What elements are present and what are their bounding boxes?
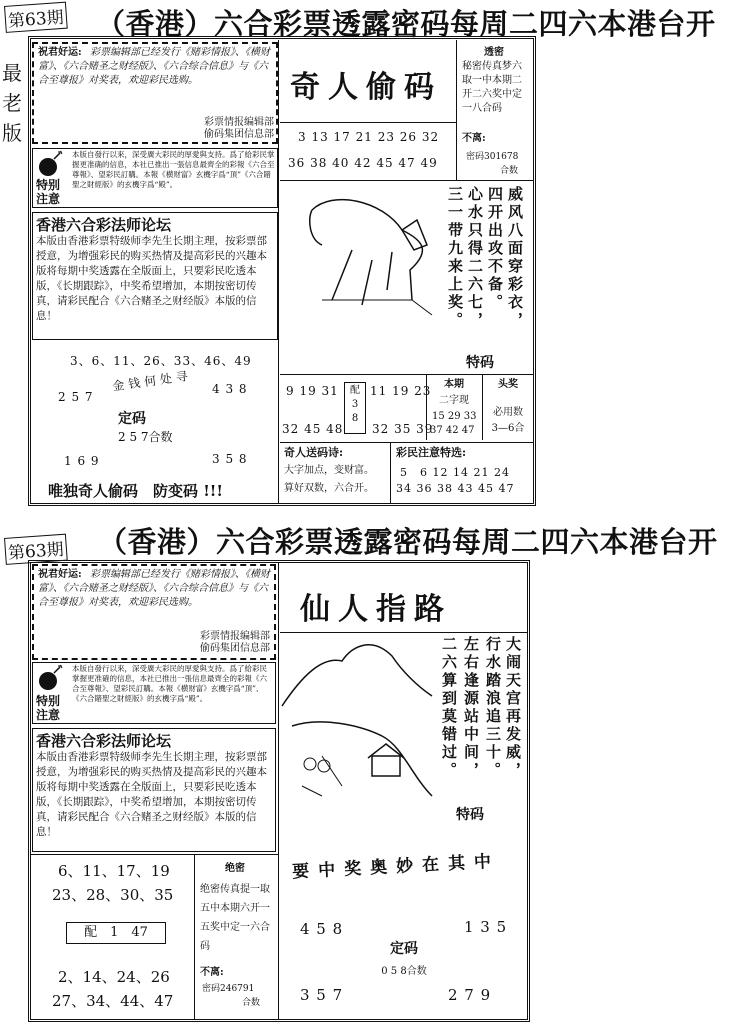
secret-text: 秘密传真梦六取一中本期二开二六奖中定一八合码: [462, 61, 522, 114]
forum-title-b: 香港六合彩法师论坛: [36, 732, 172, 750]
notice-label-b: 特别注意: [36, 694, 61, 722]
dingma-top-numbers: 3、6、11、26、33、46、49: [70, 354, 252, 368]
greeting-text: 彩票编辑部已经发行《赌彩情报》、《横财富》、《六合赌圣之财经版》、《六合综合信息》与《六合至尊报》对奖表，欢迎彩民选购。: [38, 47, 270, 86]
heshu-label: 合数: [500, 166, 519, 176]
banner-bottom: （香港）六合彩票透露密码每周二四六本港台开: [98, 525, 718, 559]
choice-title: 彩民注意特选:: [396, 446, 467, 459]
jm-title: 绝密: [225, 863, 245, 874]
benqi-nums-1: 15 29 33: [432, 411, 477, 422]
diamond-left-top: 4 5 8: [300, 920, 344, 938]
buli-label: 不离:: [462, 133, 486, 144]
poem-b-col-4: 二六算到莫错过。: [440, 636, 458, 780]
greeting-title: 祝君好运:: [38, 47, 82, 58]
poem2-line-1: 大字加点，变财富。: [284, 465, 374, 476]
forum-text-b: 本版由香港彩票特级师李先生长期主理，按彩票部授意，为增强彩民的购买热情及提高彩民的兴趣本版将每期中奖透露在全版面上，只要彩民吃透本版，《长期跟踪》，中奖希望增加，本期按密切传真，请彩民配合《六合赌圣之财经版》本版的信息！: [36, 751, 267, 838]
jm-heshu: 合数: [242, 998, 261, 1008]
benqi-nums-2: 37 42 47: [430, 425, 475, 436]
num-row-1: 3 13 17 21 23 26 32: [298, 130, 440, 144]
issue-label-bottom: 第63期: [4, 534, 67, 565]
jm-text: 绝密传真提一取五中本期六开一五奖中定一六合码: [200, 884, 270, 952]
group-1: 6、11、17、19: [58, 862, 170, 880]
group-3: 2、14、24、26: [58, 968, 170, 986]
notice-label: 特别注意: [36, 178, 61, 206]
pei-box-b: 配 1 47: [66, 922, 166, 944]
poem-b-col-3: 左右逢源站中间，: [462, 636, 480, 780]
tema-label-b: 特码: [456, 807, 484, 823]
poem-b-col-1: 大闹天宫再发威，: [504, 636, 522, 780]
pei-label: 配: [350, 385, 360, 396]
notice-text: 本版自發行以來，深受廣大彩民的厚愛與支持。爲了給彩民掌握更准确的信息，本社已推出一張信息最齊全的彩報《六合至尊報》、望彩民訂購。本報《横财富》玄機字爲“頂”《六合賭聖之財經版》的玄機字爲“殿”。: [72, 150, 275, 189]
bomb-icon: [36, 150, 64, 178]
secret-title: 透密: [484, 47, 504, 58]
forum-text: 本版由香港彩票特级师李先生长期主理，按彩票部授意，为增强彩民的购买热情及提高彩民的兴趣本版将每期中奖透露在全版面上，只要彩民吃透本版，《长期跟踪》，中奖希望增加，本期按密切传真，请彩民配合《六合赌圣之财经版》本版的信息！: [36, 235, 267, 322]
title-qiren: 奇人偷码: [290, 70, 442, 105]
greeting-text-b: 彩票编辑部已经发行《赌彩情报》、《横财富》、《六合赌圣之财经版》、《六合综合信息》与《六合至尊报》对奖表，欢迎彩民选购。: [38, 569, 270, 608]
dingma-right-number: 4 3 8: [212, 382, 248, 396]
num-row-2: 36 38 40 42 45 47 49: [288, 156, 438, 170]
dingma-bottom-right: 3 5 8: [212, 452, 248, 466]
side-label: 最老版: [2, 61, 22, 145]
choice-row-2: 34 36 38 43 45 47: [396, 482, 515, 495]
diamond-left-bottom: 3 5 7: [300, 986, 344, 1004]
poem-col-1: 威风八面穿彩衣，: [506, 186, 524, 330]
dingma-left-number: 2 5 7: [58, 390, 94, 404]
grid-left-2: 32 45 48: [282, 422, 344, 436]
diamond-right-top: 1 3 5: [464, 918, 508, 936]
greeting-title-b: 祝君好运:: [38, 569, 82, 580]
jm-buli: 不离:: [200, 967, 224, 978]
mountain-illustration: [282, 636, 442, 806]
diamond-label: 定码: [390, 941, 418, 957]
editorial-2: 偷码集团信息部: [204, 129, 274, 140]
dingma-sub: 2 5 7合数: [118, 430, 173, 444]
toujiang-label: 头奖: [498, 379, 518, 390]
goat-illustration: [292, 190, 462, 340]
editorial-2-b: 偷码集团信息部: [200, 643, 270, 654]
grid-mid-1: 11 19 23: [370, 384, 432, 398]
secret-code: 密码301678: [466, 152, 519, 162]
grid-mid-2: 32 35 39: [372, 422, 434, 436]
poem-col-4: 三一带九来上奖。: [446, 186, 464, 330]
biyong-nums: 3—6合: [491, 423, 525, 434]
bomb-icon-b: [36, 664, 64, 692]
poem-b-col-2: 行水踏浪追三十。: [484, 636, 502, 780]
money-arc-text: 金钱何处寻: [111, 368, 193, 394]
diamond-sub: 0 5 8合数: [381, 966, 427, 977]
banner-top: （香港）六合彩票透露密码每周二四六本港台开: [96, 7, 716, 41]
slogan: 唯独奇人偷码 防变码 !!!: [48, 482, 223, 500]
grid-left-1: 9 19 31: [286, 384, 339, 398]
diamond-right-bottom: 2 7 9: [448, 986, 492, 1004]
choice-row-1: 5 6 12 14 21 24: [400, 466, 510, 479]
arc-text: 要中奖奥妙在其中: [291, 851, 501, 883]
dingma-bottom-left: 1 6 9: [64, 454, 100, 468]
poem-col-3: 心水只得二六七，: [466, 186, 484, 330]
erziti-label: 二字现: [439, 395, 469, 406]
editorial-1-b: 彩票情报编辑部: [200, 631, 270, 642]
group-4: 27、34、44、47: [52, 992, 174, 1010]
tema-label: 特码: [466, 355, 494, 371]
poem2-title: 奇人送码诗:: [284, 446, 344, 459]
title-xianren: 仙人指路: [300, 592, 452, 627]
issue-label-top: 第63期: [4, 2, 67, 33]
notice-text-b: 本版自發行以來，深受廣大彩民的厚愛與支持。爲了給彩民掌握更准確的信息，本社已推出一張信息最齊全的彩報《六合至尊報》、望彩民訂購。本報《横财富》玄機字爲“頂”、《六合賭聖之財經版》的玄機字爲“殿”。: [72, 664, 267, 703]
poem2-line-2: 算好双数，六合开。: [284, 483, 374, 494]
biyong-label: 必用数: [493, 407, 523, 418]
forum-title: 香港六合彩法师论坛: [36, 216, 172, 234]
group-2: 23、28、30、35: [52, 886, 174, 904]
editorial-1: 彩票情报编辑部: [204, 117, 274, 128]
pei-nums: 3 8: [351, 399, 359, 424]
poem-col-2: 四开出攻不备。: [486, 186, 504, 312]
jm-code: 密码246791: [202, 984, 255, 994]
benqi-label: 本期: [444, 379, 464, 390]
dingma-label: 定码: [118, 411, 146, 427]
